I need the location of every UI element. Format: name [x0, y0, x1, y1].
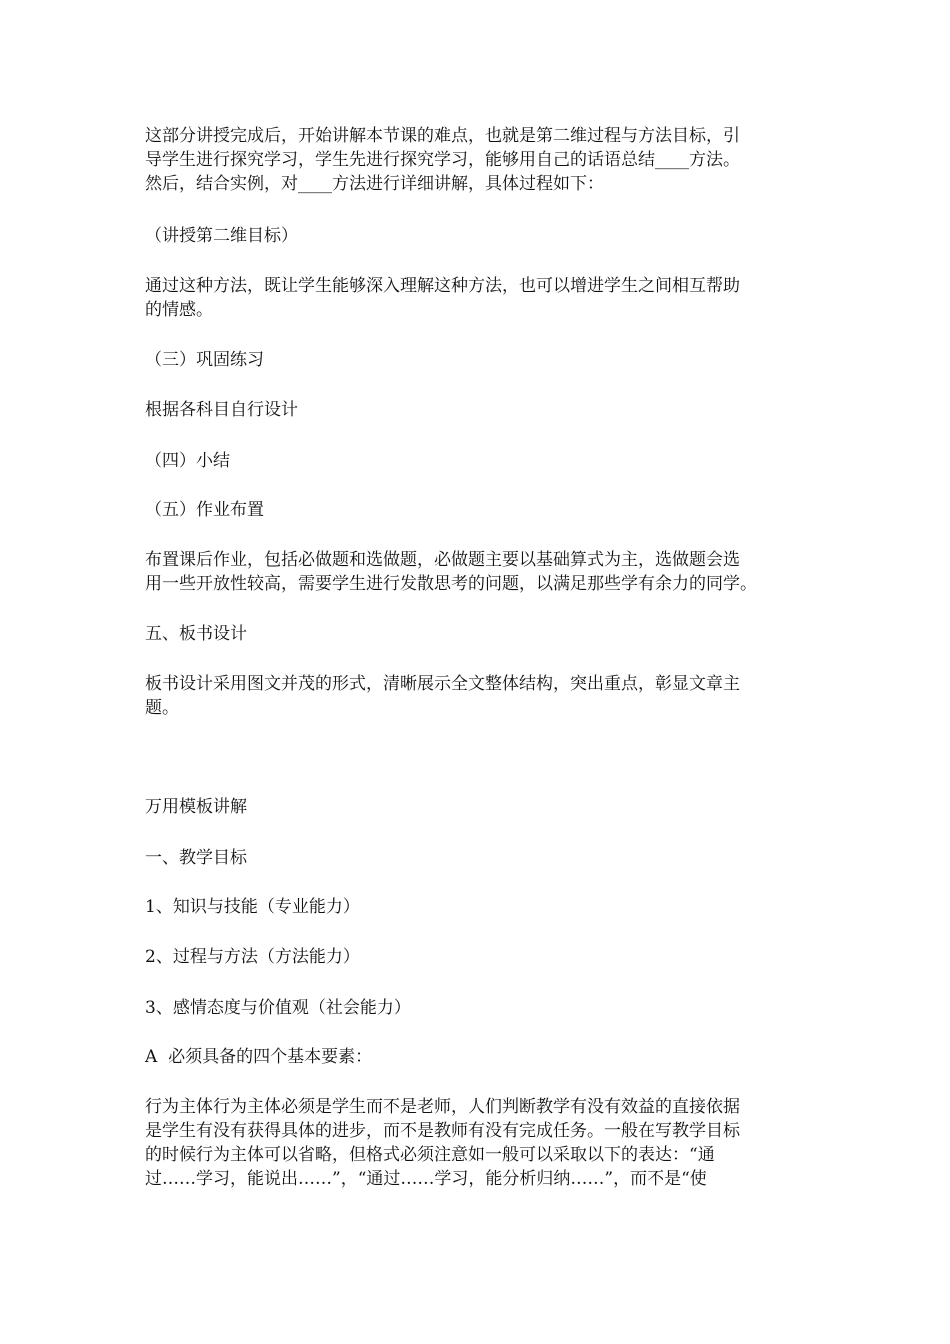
text-line: 导学生进行探究学习，学生先进行探究学习，能够用自己的话语总结____方法。: [145, 150, 740, 170]
text-line: 的时候行为主体可以省略，但格式必须注意如一般可以采取以下的表达：“通: [145, 1145, 715, 1165]
text-line: 通过这种方法，既让学生能够深入理解这种方法，也可以增进学生之间相互帮助: [145, 276, 740, 296]
heading-summary: [145, 449, 815, 473]
text-line: 然后，结合实例，对____方法进行详细讲解，具体过程如下：: [145, 174, 604, 194]
text-line: 这部分讲授完成后，开始讲解本节课的难点，也就是第二维过程与方法目标，引: [145, 126, 740, 146]
paragraph-method-benefit: [145, 274, 815, 322]
paragraph-board-design: [145, 672, 815, 720]
heading-teaching-goals: [145, 846, 815, 870]
text-line: 是学生有没有获得具体的进步，而不是教师有没有完成任务。一般在写教学目标: [145, 1121, 740, 1141]
list-item-knowledge-skills: [145, 895, 815, 919]
text-line: （四）小结: [145, 451, 230, 471]
text-line: 板书设计采用图文并茂的形式，清晰展示全文整体结构，突出重点，彰显文章主: [145, 674, 740, 694]
text-line: 布置课后作业，包括必做题和选做题，必做题主要以基础算式为主，选做题会选: [145, 550, 740, 570]
text-line: 根据各科目自行设计: [145, 400, 298, 420]
heading-universal-template: [145, 795, 815, 819]
text-line: 3、感情态度与价值观（社会能力）: [145, 998, 411, 1018]
text-line: 1、知识与技能（专业能力）: [145, 897, 360, 917]
heading-four-elements: [145, 1045, 815, 1069]
list-item-attitude-values: [145, 996, 815, 1020]
paragraph-difficulty-intro: [145, 124, 815, 196]
paragraph-self-design: [145, 398, 815, 422]
text-line: 过……学习，能说出……”，“通过……学习，能分析归纳……”，而不是“使: [145, 1169, 707, 1189]
text-line: A 必须具备的四个基本要素：: [145, 1047, 373, 1067]
text-line: 的情感。: [145, 300, 213, 320]
heading-board-design: [145, 622, 815, 646]
text-line: （五）作业布置: [145, 500, 264, 520]
text-line: 2、过程与方法（方法能力）: [145, 947, 360, 967]
text-line: 五、板书设计: [145, 624, 247, 644]
text-line: 一、教学目标: [145, 848, 247, 868]
text-line: 用一些开放性较高，需要学生进行发散思考的问题，以满足那些学有余力的同学。: [145, 574, 757, 594]
paragraph-behavior-subject: [145, 1095, 815, 1191]
text-line: （讲授第二维目标）: [145, 226, 298, 246]
text-line: 万用模板讲解: [145, 797, 247, 817]
text-line: （三）巩固练习: [145, 350, 264, 370]
heading-consolidation: [145, 348, 815, 372]
text-line: 行为主体行为主体必须是学生而不是老师，人们判断教学有没有效益的直接依据: [145, 1097, 740, 1117]
paragraph-homework: [145, 548, 815, 596]
paragraph-second-goal: [145, 224, 815, 248]
heading-homework: [145, 498, 815, 522]
text-line: 题。: [145, 698, 179, 718]
list-item-process-method: [145, 945, 815, 969]
